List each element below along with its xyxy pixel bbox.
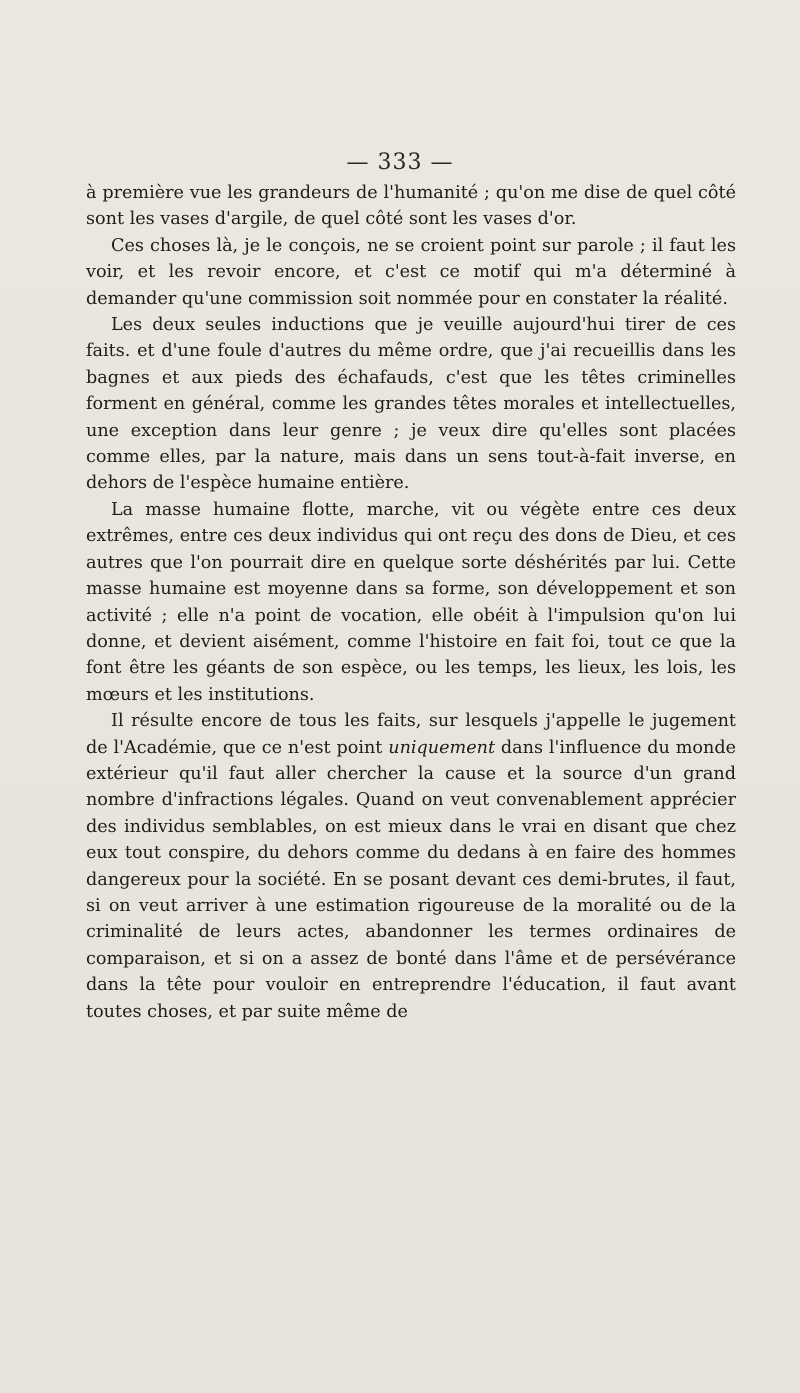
- paragraph-5-after: dans l'influence du monde extérieur qu'il faut aller chercher la cause et la source d'un grand nombre d'infractions légales. Quand on veut convenablement apprécier des individus semblables, on est mieux dans le vrai en disant que chez eux tout conspire, du dehors comme du dedans à en faire des hommes dangereux pour la société. En se posant devant ces demi-brutes, il faut, si on veut arriver à une estimation rigoureuse de la moralité ou de la criminalité de leurs actes, abandonner les termes ordinaires de comparaison, et si on a assez de bonté dans l'âme et de persévérance dans la tête pour vouloir en entreprendre l'éducation, il faut avant toutes choses, et par suite même de: [86, 737, 736, 1022]
- paragraph-4: La masse humaine flotte, marche, vit ou végète entre ces deux extrêmes, entre ces deux individus qui ont reçu des dons de Dieu, et ces autres que l'on pourrait dire en quelque sorte déshérités par lui. Cette masse humaine est moyenne dans sa forme, son développement et son activité ; elle n'a point de vocation, elle obéit à l'impulsion qu'on lui donne, et devient aisément, comme l'histoire en fait foi, tout ce que la font être les géants de son espèce, ou les temps, les lieux, les lois, les mœurs et les institutions.: [86, 499, 736, 705]
- paragraph-1: à première vue les grandeurs de l'humanité ; qu'on me dise de quel côté sont les vases d'argile, de quel côté sont les vases d'or.: [86, 183, 736, 230]
- paragraph-3: Les deux seules inductions que je veuille aujourd'hui tirer de ces faits. et d'une foule d'autres du même ordre, que j'ai recueillis dans les bagnes et aux pieds des échafauds, c'est que les têtes criminelles forment en général, comme les grandes têtes morales et intellectuelles, une exception dans leur genre ; je veux dire qu'elles sont placées comme elles, par la nature, mais dans un sens tout-à-fait inverse, en dehors de l'espèce humaine entière.: [86, 315, 736, 494]
- paragraph-5: [86, 708, 736, 1025]
- paragraph-2: Ces choses là, je le conçois, ne se croient point sur parole ; il faut les voir, et les revoir encore, et c'est ce motif qui m'a déterminé à demander qu'une commission soit nommée pour en constater la réalité.: [86, 235, 736, 309]
- emphasis-uniquement: uniquement: [388, 737, 496, 758]
- body-text: [86, 180, 736, 1025]
- page-number: — 333 —: [346, 150, 454, 175]
- paragraph-5-before: Il résulte encore de tous les faits, sur lesquels j'appelle le jugement de l'Académie, que ce n'est point: [86, 711, 736, 758]
